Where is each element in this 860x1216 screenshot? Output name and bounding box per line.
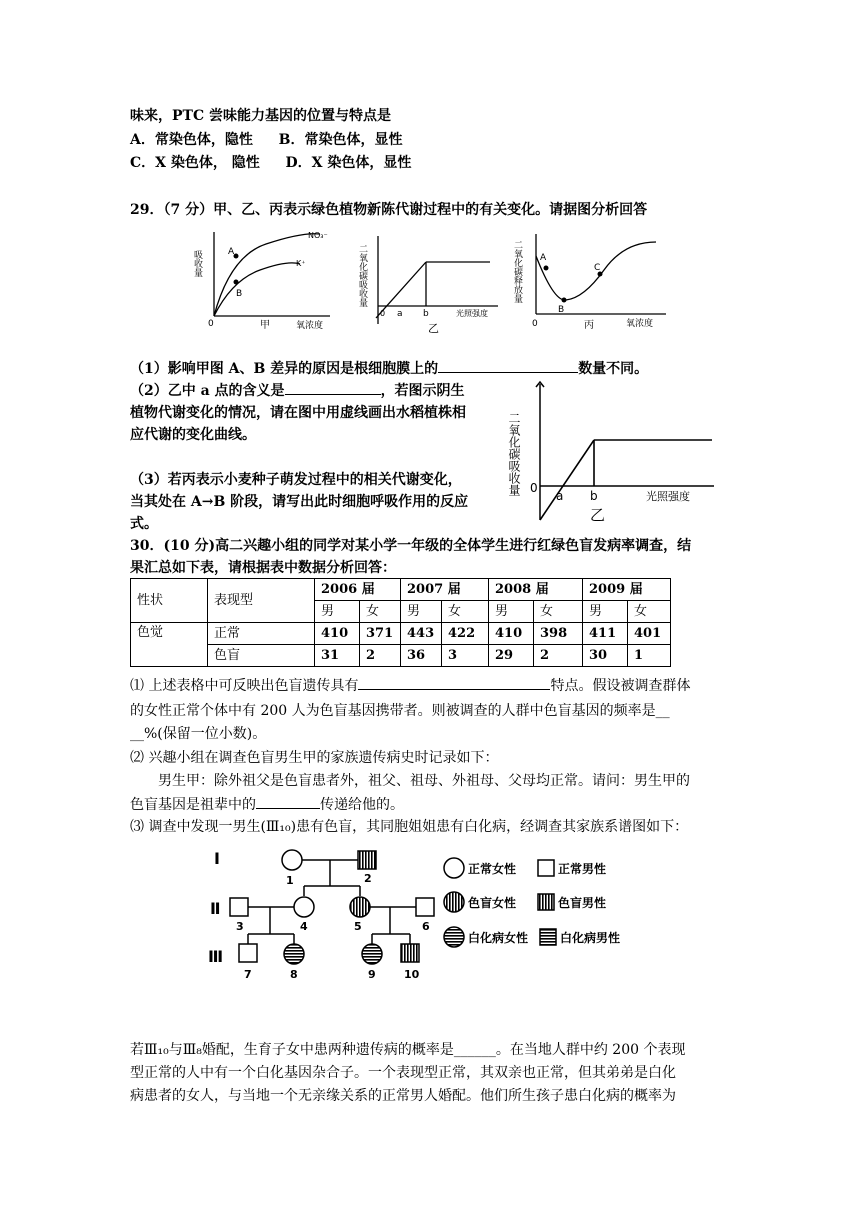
chart-yi-small-tick-a: a (397, 309, 403, 319)
chart-yi-large-tick-b: b (590, 489, 598, 503)
q29-sub2-line2: 植物代谢变化的情况，请在图中用虚线画出水稻植株相 (130, 405, 466, 421)
q30-sub2-line1: ⑵ 兴趣小组在调查色盲男生甲的家族遗传病史时记录如下： (130, 750, 499, 766)
q30-sub2-line2: 男生甲：除外祖父是色盲患者外，祖父、祖母、外祖母、父母均正常。请问：男生甲的 (158, 773, 690, 789)
individual-10 (401, 944, 419, 962)
table-cell: 29 (489, 645, 534, 667)
legend-colorblind-female: 色盲女性 (468, 896, 517, 910)
chart-bing (514, 230, 674, 334)
chart-jia-caption: 甲 (260, 320, 270, 331)
table-cell: 422 (442, 623, 489, 645)
id-9: 9 (368, 968, 376, 981)
table-cell: 3 (442, 645, 489, 667)
table-cell: 401 (628, 623, 671, 645)
table-cell: 30 (583, 645, 628, 667)
legend-normal-female: 正常女性 (468, 862, 517, 876)
id-5: 5 (354, 920, 362, 933)
table-cell: 410 (315, 623, 360, 645)
individual-7 (239, 944, 257, 962)
chart-jia-xlabel: 氧浓度 (296, 321, 324, 331)
question-stem-continued: 味来，PTC 尝味能力基因的位置与特点是 (130, 108, 391, 124)
q29-sub3-line1: （3）若丙表示小麦种子萌发过程中的相关代谢变化， (130, 472, 462, 488)
q30-sub3-line2: 若Ⅲ₁₀与Ⅲ₈婚配，生育子女中患两种遗传病的概率是______。在当地人群中约 200 个表现 (130, 1042, 686, 1058)
chart-yi-small-xlabel: 光照强度 (456, 309, 488, 318)
q29-title: 29．（7 分）甲、乙、丙表示绿色植物新陈代谢过程中的有关变化。请据图分析回答 (130, 202, 648, 218)
chart-bing-origin: 0 (532, 319, 538, 329)
legend-colorblind-male: 色盲男性 (558, 896, 607, 910)
option-d: D．X 染色体，显性 (285, 155, 412, 171)
q30-sub2-text: 色盲基因是祖辈中的 (130, 797, 256, 813)
table-header-male: 男 (583, 601, 628, 623)
chart-jia-curve2-label: K⁺ (296, 259, 306, 268)
table-cell: 36 (401, 645, 442, 667)
chart-bing-point-b: B (558, 305, 565, 315)
q30-sub1-line1 (130, 675, 690, 696)
table-cell: 398 (534, 623, 583, 645)
table-header-male: 男 (315, 601, 360, 623)
table-cell: 1 (628, 645, 671, 667)
option-b: B．常染色体，显性 (278, 132, 403, 148)
legend-normal-male-icon (538, 860, 554, 876)
id-2: 2 (364, 872, 372, 885)
table-header-female: 女 (628, 601, 671, 623)
q30-sub2-tail: 传递给他的。 (320, 797, 404, 813)
q29-sub1-text: （1）影响甲图 A、B 差异的原因是根细胞膜上的 (130, 361, 439, 377)
table-header-female: 女 (360, 601, 401, 623)
answer-blank[interactable] (285, 380, 381, 395)
survey-table (130, 578, 671, 667)
legend-normal-female-icon (444, 858, 464, 878)
chart-bing-point-c: C (594, 263, 601, 273)
id-1: 1 (286, 874, 294, 887)
legend-normal-male: 正常男性 (558, 862, 607, 876)
table-header-year: 2006 届 (315, 579, 401, 601)
chart-bing-caption: 丙 (584, 320, 594, 331)
legend-albinism-female-icon (444, 927, 464, 947)
individual-1 (282, 850, 302, 870)
individual-5 (350, 897, 370, 917)
q30-sub1-line3: __%(保留一位小数)。 (130, 726, 267, 742)
gen-label-ii: Ⅱ (210, 899, 221, 918)
chart-yi-small-tick-b: b (423, 309, 429, 319)
table-header-year: 2009 届 (583, 579, 671, 601)
answer-blank[interactable] (256, 794, 320, 809)
table-header-phenotype: 表现型 (208, 579, 315, 623)
option-row-1 (130, 130, 402, 150)
id-7: 7 (244, 968, 252, 981)
table-cell: 2 (534, 645, 583, 667)
id-4: 4 (300, 920, 308, 933)
chart-yi-large (508, 380, 720, 526)
chart-jia-ylabel: 吸收量 (192, 250, 202, 277)
q29-sub3-line2: 当其处在 A→B 阶段，请写出此时细胞呼吸作用的反应 (130, 494, 469, 510)
table-header-year: 2008 届 (489, 579, 583, 601)
pedigree-chart (200, 842, 670, 986)
chart-yi-small-origin: 0 (380, 309, 386, 318)
chart-jia-curve1-label: NO₃⁻ (308, 231, 328, 240)
table-cell: 443 (401, 623, 442, 645)
q29-sub1-tail: 数量不同。 (578, 361, 649, 377)
id-10: 10 (404, 968, 420, 981)
chart-jia-point-a: A (228, 247, 235, 257)
chart-yi-large-origin: 0 (530, 481, 538, 495)
q30-sub3-line3: 型正常的人中有一个白化基因杂合子。一个表现型正常，其双亲也正常，但其弟弟是白化 (130, 1065, 676, 1081)
id-3: 3 (236, 920, 244, 933)
table-cell-phenotype: 正常 (208, 623, 315, 645)
individual-9 (362, 944, 382, 964)
legend-colorblind-female-icon (444, 892, 464, 912)
legend-albinism-male: 白化病男性 (560, 931, 621, 945)
q30-sub2-line3 (130, 794, 404, 815)
chart-bing-xlabel: 氧浓度 (626, 319, 654, 329)
table-header-female: 女 (442, 601, 489, 623)
chart-jia (192, 226, 336, 334)
individual-2 (358, 851, 376, 869)
chart-yi-large-caption: 乙 (590, 506, 606, 524)
table-cell: 371 (360, 623, 401, 645)
table-cell: 31 (315, 645, 360, 667)
table-header-male: 男 (489, 601, 534, 623)
table-header-year: 2007 届 (401, 579, 489, 601)
q30-sub3-line1: ⑶ 调查中发现一男生(Ⅲ₁₀)患有色盲，其同胞姐姐患有白化病，经调查其家族系谱图如下： (130, 819, 689, 835)
individual-3 (230, 898, 248, 916)
table-row (131, 623, 671, 645)
chart-yi-small-caption: 乙 (428, 322, 439, 335)
chart-yi-large-ylabel: 二氧化碳吸收量 (507, 412, 521, 496)
gen-label-iii: Ⅲ (208, 947, 224, 966)
q29-sub2-tail: ，若图示阴生 (380, 383, 465, 399)
q29-sub2-text: （2）乙中 a 点的含义是 (130, 383, 285, 399)
chart-yi-small (357, 232, 502, 335)
individual-4 (294, 897, 314, 917)
table-cell-phenotype: 色盲 (208, 645, 315, 667)
gen-label-i: Ⅰ (214, 849, 220, 868)
id-6: 6 (422, 920, 430, 933)
table-cell: 411 (583, 623, 628, 645)
id-8: 8 (290, 968, 298, 981)
table-header-row (131, 579, 671, 601)
chart-bing-ylabel: 二氧化碳释放量 (512, 240, 522, 303)
individual-8 (284, 944, 304, 964)
q30-title-line2: 果汇总如下表，请根据表中数据分析回答： (130, 560, 396, 576)
table-header-trait: 性状 (131, 579, 208, 623)
q29-sub2-line1 (130, 380, 465, 401)
table-header-male: 男 (401, 601, 442, 623)
q30-sub1-line2: 的女性正常个体中有 200 人为色盲基因携带者。则被调查的人群中色盲基因的频率是__ (130, 703, 670, 719)
q30-title-line1: 30．(10 分)高二兴趣小组的同学对某小学一年级的全体学生进行红绿色盲发病率调查，结 (130, 538, 692, 554)
chart-yi-large-xlabel: 光照强度 (646, 490, 690, 503)
chart-yi-small-ylabel: 二氧化碳吸收量 (357, 244, 367, 307)
legend-albinism-male-icon (540, 929, 556, 945)
q30-sub3-line4: 病患者的女人，与当地一个无亲缘关系的正常男人婚配。他们所生孩子患白化病的概率为 (130, 1088, 676, 1104)
table-cell-trait: 色觉 (131, 623, 208, 667)
q29-sub3-line3: 式。 (130, 516, 158, 532)
legend-albinism-female: 白化病女性 (468, 931, 529, 945)
chart-jia-point-b: B (236, 289, 243, 299)
chart-bing-point-a: A (540, 253, 547, 263)
option-a: A．常染色体，隐性 (130, 132, 253, 148)
legend-colorblind-male-icon (538, 894, 554, 910)
q29-sub2-line3: 应代谢的变化曲线。 (130, 427, 256, 443)
individual-6 (416, 898, 434, 916)
option-row-2 (130, 153, 411, 173)
chart-jia-origin: 0 (208, 319, 214, 329)
table-cell: 410 (489, 623, 534, 645)
q29-sub1 (130, 358, 648, 379)
option-c: C．X 染色体， 隐性 (130, 155, 260, 171)
table-cell: 2 (360, 645, 401, 667)
table-row (131, 645, 671, 667)
q30-sub1-tail: 特点。假设被调查群体 (550, 678, 691, 694)
table-header-female: 女 (534, 601, 583, 623)
chart-yi-large-tick-a: a (556, 489, 564, 503)
answer-blank[interactable] (358, 675, 550, 690)
answer-blank[interactable] (438, 358, 578, 373)
q30-sub1-text: ⑴ 上述表格中可反映出色盲遗传具有 (130, 678, 359, 694)
